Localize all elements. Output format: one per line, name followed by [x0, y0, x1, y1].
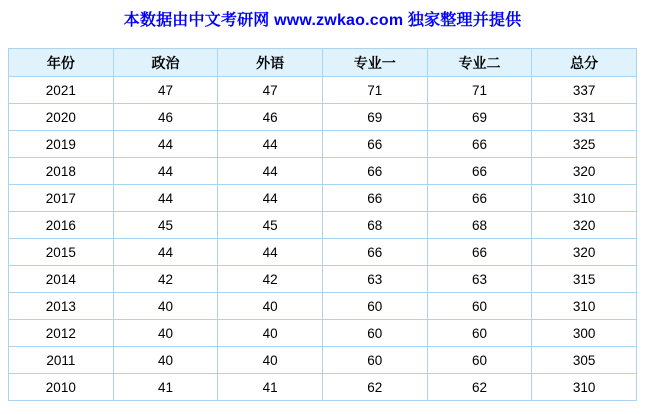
score-cell: 325 — [532, 131, 637, 158]
year-cell: 2021 — [9, 77, 114, 104]
score-cell: 44 — [113, 239, 218, 266]
score-cell: 66 — [427, 131, 532, 158]
score-cell: 62 — [322, 374, 427, 401]
column-header-language: 外语 — [218, 49, 323, 77]
score-cell: 66 — [427, 185, 532, 212]
table-row — [9, 131, 637, 158]
year-cell: 2014 — [9, 266, 114, 293]
year-cell: 2018 — [9, 158, 114, 185]
score-cell: 60 — [322, 347, 427, 374]
score-cell: 68 — [322, 212, 427, 239]
score-cell: 44 — [218, 185, 323, 212]
score-cell: 69 — [322, 104, 427, 131]
year-cell: 2013 — [9, 293, 114, 320]
score-cell: 60 — [322, 320, 427, 347]
year-cell: 2020 — [9, 104, 114, 131]
score-cell: 331 — [532, 104, 637, 131]
score-cell: 68 — [427, 212, 532, 239]
header-row — [9, 49, 637, 77]
column-header-major2: 专业二 — [427, 49, 532, 77]
score-cell: 320 — [532, 212, 637, 239]
score-cell: 40 — [218, 347, 323, 374]
score-cell: 40 — [113, 320, 218, 347]
table-row — [9, 212, 637, 239]
score-cell: 315 — [532, 266, 637, 293]
score-cell: 71 — [427, 77, 532, 104]
score-cell: 46 — [113, 104, 218, 131]
score-cell: 66 — [322, 239, 427, 266]
score-cell: 300 — [532, 320, 637, 347]
table-row — [9, 185, 637, 212]
table-row — [9, 239, 637, 266]
year-cell: 2010 — [9, 374, 114, 401]
score-cell: 310 — [532, 374, 637, 401]
score-cell: 310 — [532, 185, 637, 212]
score-cell: 44 — [218, 131, 323, 158]
score-cell: 45 — [218, 212, 323, 239]
score-cell: 45 — [113, 212, 218, 239]
score-cell: 66 — [427, 239, 532, 266]
score-cell: 40 — [113, 293, 218, 320]
table-row — [9, 266, 637, 293]
score-cell: 42 — [218, 266, 323, 293]
score-cell: 66 — [322, 158, 427, 185]
score-cell: 44 — [113, 185, 218, 212]
page-title: 本数据由中文考研网 www.zwkao.com 独家整理并提供 — [123, 12, 522, 29]
score-cell: 42 — [113, 266, 218, 293]
score-cell: 62 — [427, 374, 532, 401]
score-cell: 63 — [427, 266, 532, 293]
score-cell: 47 — [218, 77, 323, 104]
score-cell: 66 — [322, 131, 427, 158]
year-cell: 2015 — [9, 239, 114, 266]
score-cell: 66 — [322, 185, 427, 212]
score-cell: 44 — [113, 131, 218, 158]
table-row — [9, 374, 637, 401]
score-cell: 305 — [532, 347, 637, 374]
score-cell: 47 — [113, 77, 218, 104]
score-cell: 60 — [427, 293, 532, 320]
score-cell: 320 — [532, 239, 637, 266]
year-cell: 2012 — [9, 320, 114, 347]
score-cell: 44 — [218, 239, 323, 266]
table-header — [9, 49, 637, 77]
score-cell: 41 — [218, 374, 323, 401]
score-cell: 40 — [113, 347, 218, 374]
score-line-table — [8, 48, 637, 401]
table-row — [9, 293, 637, 320]
score-cell: 41 — [113, 374, 218, 401]
score-cell: 40 — [218, 293, 323, 320]
score-cell: 44 — [113, 158, 218, 185]
column-header-total: 总分 — [532, 49, 637, 77]
score-cell: 69 — [427, 104, 532, 131]
score-cell: 63 — [322, 266, 427, 293]
score-cell: 46 — [218, 104, 323, 131]
table-row — [9, 347, 637, 374]
table-row — [9, 158, 637, 185]
table-row — [9, 320, 637, 347]
score-cell: 44 — [218, 158, 323, 185]
score-cell: 310 — [532, 293, 637, 320]
table-row — [9, 77, 637, 104]
score-cell: 66 — [427, 158, 532, 185]
year-cell: 2011 — [9, 347, 114, 374]
score-cell: 60 — [427, 347, 532, 374]
year-cell: 2017 — [9, 185, 114, 212]
score-cell: 71 — [322, 77, 427, 104]
table-body — [9, 77, 637, 401]
column-header-year: 年份 — [9, 49, 114, 77]
year-cell: 2016 — [9, 212, 114, 239]
score-cell: 60 — [427, 320, 532, 347]
score-cell: 320 — [532, 158, 637, 185]
score-cell: 60 — [322, 293, 427, 320]
score-cell: 337 — [532, 77, 637, 104]
column-header-major1: 专业一 — [322, 49, 427, 77]
table-row — [9, 104, 637, 131]
score-cell: 40 — [218, 320, 323, 347]
year-cell: 2019 — [9, 131, 114, 158]
column-header-politics: 政治 — [113, 49, 218, 77]
